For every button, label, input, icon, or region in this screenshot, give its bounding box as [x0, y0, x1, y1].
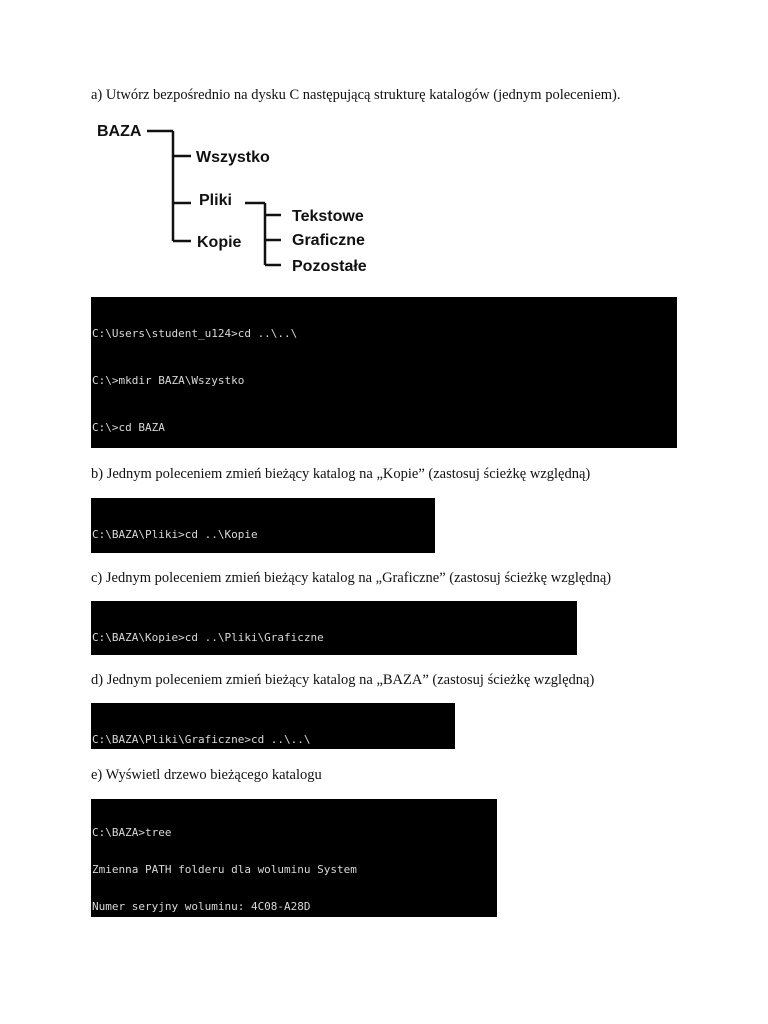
question-b: b) Jednym poleceniem zmień bieżący katalog na „Kopie” (zastosuj ścieżkę względną) [91, 466, 591, 482]
question-d: d) Jednym poleceniem zmień bieżący katalog na „BAZA” (zastosuj ścieżkę względną) [91, 672, 595, 688]
question-c: c) Jednym poleceniem zmień bieżący katalog na „Graficzne” (zastosuj ścieżkę względną) [91, 570, 612, 586]
diagram-node-baza: BAZA [97, 123, 142, 140]
terminal-line: C:\BAZA\Kopie>cd ..\Pliki\Graficzne [92, 631, 324, 644]
directory-tree-diagram [95, 118, 385, 278]
terminal-line: C:\BAZA\Pliki\Graficzne>cd ..\..\ [92, 733, 311, 746]
terminal-line: C:\>cd BAZA [92, 421, 165, 434]
diagram-node-pozostale: Pozostałe [292, 258, 367, 275]
terminal-a [91, 297, 677, 448]
terminal-d [91, 703, 455, 749]
terminal-line: C:\>mkdir BAZA\Wszystko [92, 374, 245, 387]
terminal-line: Numer seryjny woluminu: 4C08-A28D [92, 900, 311, 913]
diagram-node-pliki: Pliki [199, 192, 232, 209]
terminal-b [91, 498, 435, 553]
diagram-node-tekstowe: Tekstowe [292, 208, 364, 225]
terminal-line: Zmienna PATH folderu dla woluminu System [92, 863, 357, 876]
terminal-e [91, 799, 497, 917]
diagram-node-kopie: Kopie [197, 234, 242, 251]
terminal-line: C:\BAZA>tree [92, 826, 172, 839]
diagram-node-graficzne: Graficzne [292, 232, 365, 249]
question-e: e) Wyświetl drzewo bieżącego katalogu [91, 767, 322, 783]
terminal-line: C:\Users\student_u124>cd ..\..\ [92, 327, 298, 340]
terminal-c [91, 601, 577, 655]
diagram-node-wszystko: Wszystko [196, 149, 270, 166]
question-a: a) Utwórz bezpośrednio na dysku C następującą strukturę katalogów (jednym poleceniem). [91, 87, 621, 103]
terminal-line: C:\BAZA\Pliki>cd ..\Kopie [92, 528, 258, 541]
